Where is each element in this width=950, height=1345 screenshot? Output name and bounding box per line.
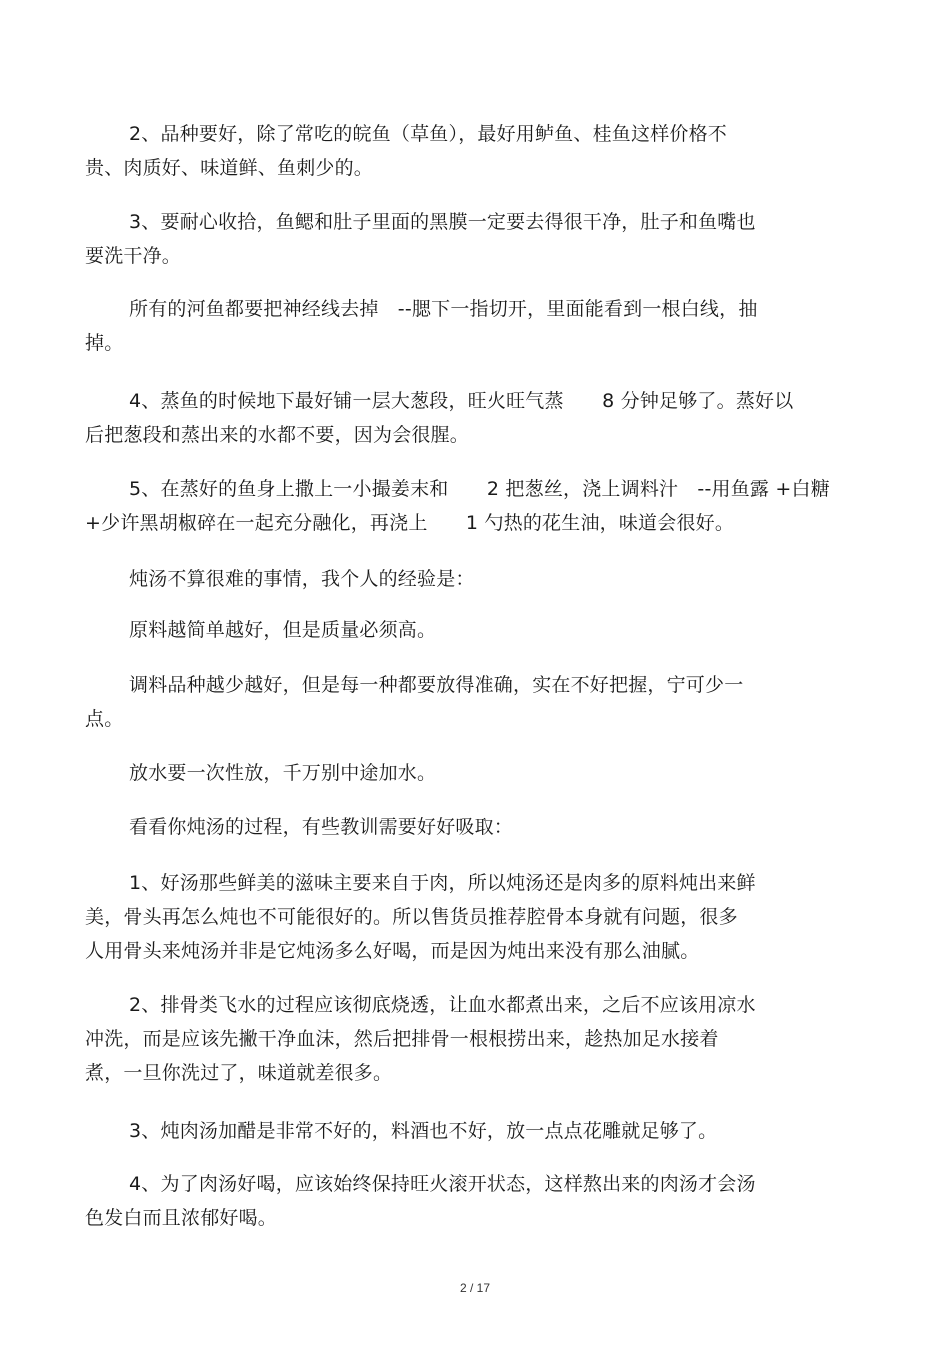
- text-line: 煮，一旦你洗过了，味道就差很多。: [85, 1062, 393, 1084]
- paragraph-lesson-3: [85, 1114, 717, 1148]
- text-line: 2、品种要好，除了常吃的皖鱼（草鱼），最好用鲈鱼、桂鱼这样价格不: [129, 123, 727, 145]
- text-line: 美，骨头再怎么炖也不可能很好的。所以售货员推荐腔骨本身就有问题，很多: [85, 906, 738, 928]
- text-line: +少许黑胡椒碎在一起充分融化，再浇上 1 勺热的花生油，味道会很好。: [85, 512, 735, 534]
- text-line: 5、在蒸好的鱼身上撒上一小撮姜末和 2 把葱丝，浇上调料汁 --用鱼露 +白糖: [129, 478, 830, 500]
- text-line: 后把葱段和蒸出来的水都不要，因为会很腥。: [85, 424, 470, 446]
- text-line: 炖汤不算很难的事情，我个人的经验是：: [129, 568, 475, 590]
- paragraph-lesson-1: [85, 866, 756, 968]
- paragraph-fish-variety: [85, 117, 727, 185]
- paragraph-steaming: [85, 384, 793, 452]
- paragraph-lesson-2: [85, 988, 756, 1090]
- text-line: 掉。: [85, 332, 124, 354]
- text-line: 4、为了肉汤好喝，应该始终保持旺火滚开状态，这样熬出来的肉汤才会汤: [129, 1173, 756, 1195]
- text-line: 放水要一次性放，千万别中途加水。: [129, 762, 437, 784]
- text-line: 所有的河鱼都要把神经线去掉 --腮下一指切开，里面能看到一根白线，抽: [129, 298, 758, 320]
- paragraph-nerve-line: [85, 292, 758, 360]
- text-line: 色发白而且浓郁好喝。: [85, 1207, 278, 1229]
- text-line: 冲洗，而是应该先撇干净血沫，然后把排骨一根根捞出来，趁热加足水接着: [85, 1028, 719, 1050]
- text-line: 3、炖肉汤加醋是非常不好的，料酒也不好，放一点点花雕就足够了。: [129, 1120, 718, 1142]
- paragraph-soup-intro: [85, 562, 475, 596]
- text-line: 贵、肉质好、味道鲜、鱼刺少的。: [85, 157, 374, 179]
- text-line: 3、要耐心收拾，鱼鳃和肚子里面的黑膜一定要去得很干净，肚子和鱼嘴也: [129, 211, 756, 233]
- text-line: 1、好汤那些鲜美的滋味主要来自于肉，所以炖汤还是肉多的原料炖出来鲜: [129, 872, 756, 894]
- page-number: 2 / 17: [459, 1281, 491, 1295]
- text-line: 人用骨头来炖汤并非是它炖汤多么好喝，而是因为炖出来没有那么油腻。: [85, 940, 700, 962]
- paragraph-condiments: [85, 668, 743, 736]
- paragraph-seasoning: [85, 472, 830, 540]
- paragraph-ingredients: [85, 613, 436, 647]
- paragraph-water: [85, 756, 436, 790]
- paragraph-fish-cleaning: [85, 205, 756, 273]
- paragraph-lessons-intro: [85, 810, 513, 844]
- text-line: 原料越简单越好，但是质量必须高。: [129, 619, 437, 641]
- text-line: 要洗干净。: [85, 245, 182, 267]
- text-line: 调料品种越少越好，但是每一种都要放得准确，实在不好把握，宁可少一: [129, 674, 744, 696]
- text-line: 4、蒸鱼的时候地下最好铺一层大葱段，旺火旺气蒸 8 分钟足够了。蒸好以: [129, 390, 794, 412]
- text-line: 2、排骨类飞水的过程应该彻底烧透，让血水都煮出来，之后不应该用凉水: [129, 994, 756, 1016]
- text-line: 看看你炖汤的过程，有些教训需要好好吸取：: [129, 816, 514, 838]
- paragraph-lesson-4: [85, 1167, 756, 1235]
- text-line: 点。: [85, 708, 124, 730]
